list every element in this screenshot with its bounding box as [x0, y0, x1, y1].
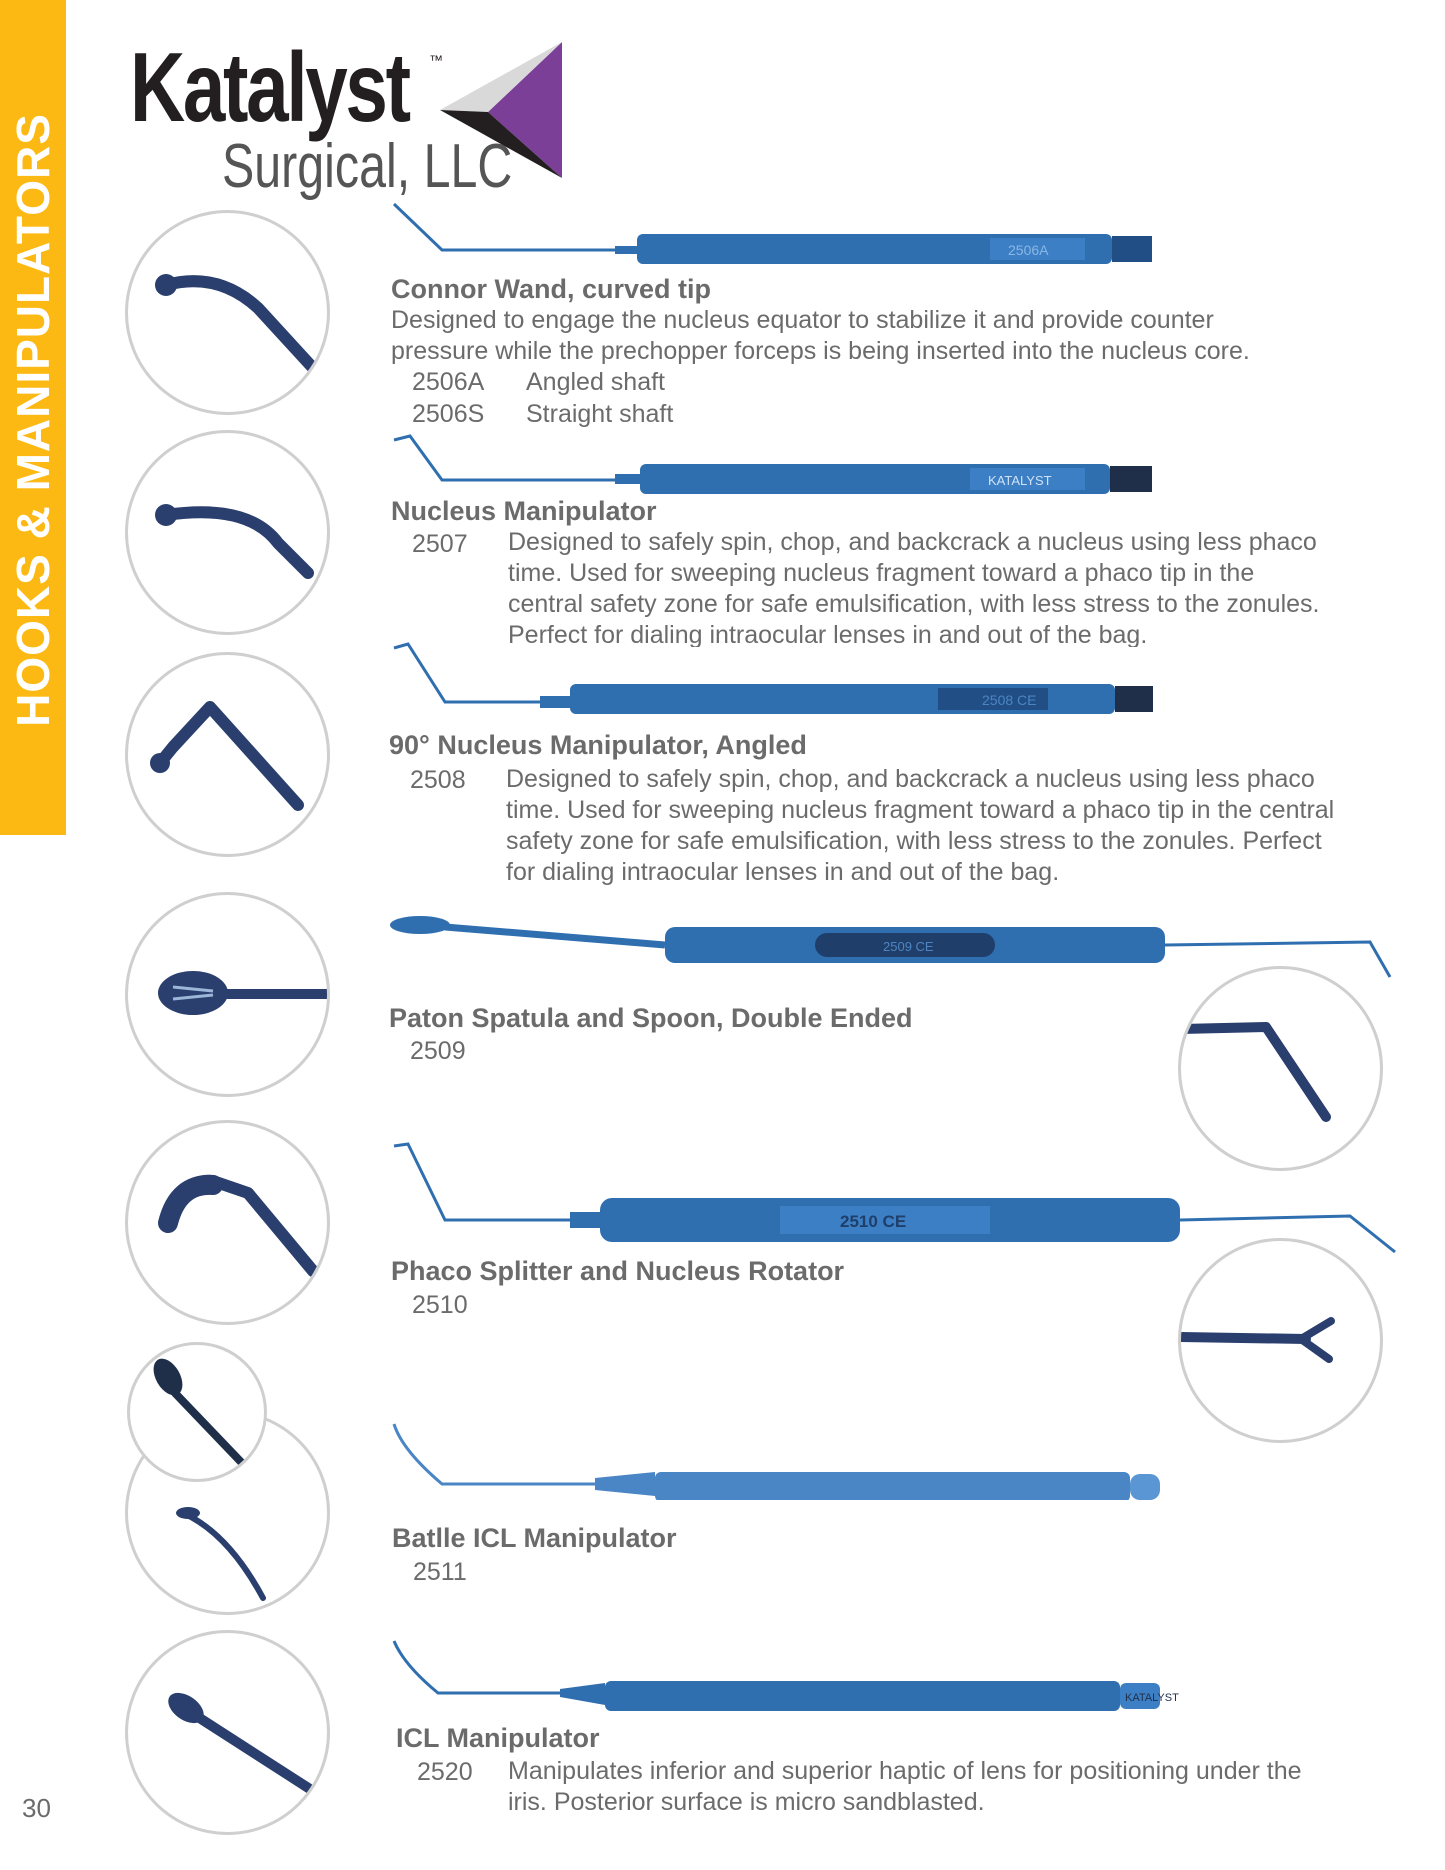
logo-mark-icon [440, 40, 565, 180]
curved-tip-icon [128, 213, 330, 415]
logo-subtitle: Surgical, LLC [222, 132, 513, 201]
product-code: 2507 [412, 530, 468, 558]
handle-marking: 2510 CE [840, 1212, 907, 1231]
handle-marking: 2509 CE [883, 939, 934, 954]
product-title: ICL Manipulator [396, 1723, 600, 1753]
tip-detail-circle [1178, 1238, 1383, 1443]
product-title: Connor Wand, curved tip [391, 274, 711, 304]
handle-marking: 2506A [1008, 242, 1049, 258]
product-title: Paton Spatula and Spoon, Double Ended [389, 1003, 913, 1033]
instrument-image-2506 [390, 200, 1230, 270]
tip-detail-circle [125, 652, 330, 857]
variant-code: 2506A [412, 368, 485, 396]
curved-tip-icon [128, 433, 330, 635]
variant-label: Angled shaft [526, 368, 665, 396]
product-code: 2510 [412, 1291, 468, 1319]
instrument-image-2507 [390, 430, 1230, 500]
product-code: 2509 [410, 1037, 466, 1065]
instrument-image-2511 [390, 1420, 1250, 1500]
tip-detail-circle [125, 430, 330, 635]
spoon-tip-icon [128, 895, 330, 1097]
instrument-image-2520 [390, 1635, 1250, 1715]
tip-detail-circle [127, 1342, 267, 1482]
page-number: 30 [22, 1793, 51, 1823]
product-code: 2520 [417, 1758, 473, 1786]
section-sidebar [0, 0, 66, 835]
instrument-image-2508 [390, 640, 1230, 720]
section-label: HOOKS & MANIPULATORS [7, 113, 59, 727]
product-description: Designed to safely spin, chop, and backcrack a nucleus using less phaco time. Used for sweeping nucleus fragment toward a phaco tip in the central safety zone for safe emulsification, with less stress to the zonules. Perfect for dialing intraocular lenses in and out of the bag. [508, 528, 1320, 647]
handle-marking: KATALYST [1125, 1692, 1179, 1704]
tip-detail-circle [125, 210, 330, 415]
logo-name: Katalyst [130, 32, 409, 142]
product-description: Designed to engage the nucleus equator to stabilize it and provide counter pressure while the prechopper forceps is being inserted into the nucleus core. [391, 306, 1250, 365]
description-clip [508, 527, 1328, 647]
variant-code: 2506S [412, 400, 485, 428]
product-description: Manipulates inferior and superior haptic of lens for positioning under the iris. Posterior surface is micro sandblasted. [508, 1757, 1302, 1816]
product-title: 90° Nucleus Manipulator, Angled [389, 730, 807, 760]
spoon-tip-icon [130, 1345, 267, 1482]
tip-detail-circle [125, 1630, 330, 1835]
variant-label: Straight shaft [526, 400, 674, 428]
handle-marking: 2508 CE [982, 692, 1037, 708]
product-code: 2511 [413, 1558, 467, 1586]
fork-tip-icon [1181, 1241, 1383, 1443]
product-title: Phaco Splitter and Nucleus Rotator [391, 1256, 845, 1286]
splitter-tip-icon [128, 1123, 330, 1325]
product-title: Nucleus Manipulator [391, 496, 657, 526]
tip-detail-circle [125, 892, 330, 1097]
angled-tip-icon [128, 655, 330, 857]
product-description: Designed to safely spin, chop, and backcrack a nucleus using less phaco time. Used for sweeping nucleus fragment toward a phaco tip in the central safety zone for safe emulsification, with less stress to the zonules. Perfect for dialing intraocular lenses in and out of the bag. [506, 765, 1335, 886]
tip-detail-circle [125, 1120, 330, 1325]
paddle-tip-icon [128, 1633, 330, 1835]
product-title: Batlle ICL Manipulator [392, 1523, 677, 1553]
product-code: 2508 [410, 766, 466, 794]
handle-marking: KATALYST [988, 473, 1052, 488]
logo-tm: ™ [429, 52, 443, 68]
